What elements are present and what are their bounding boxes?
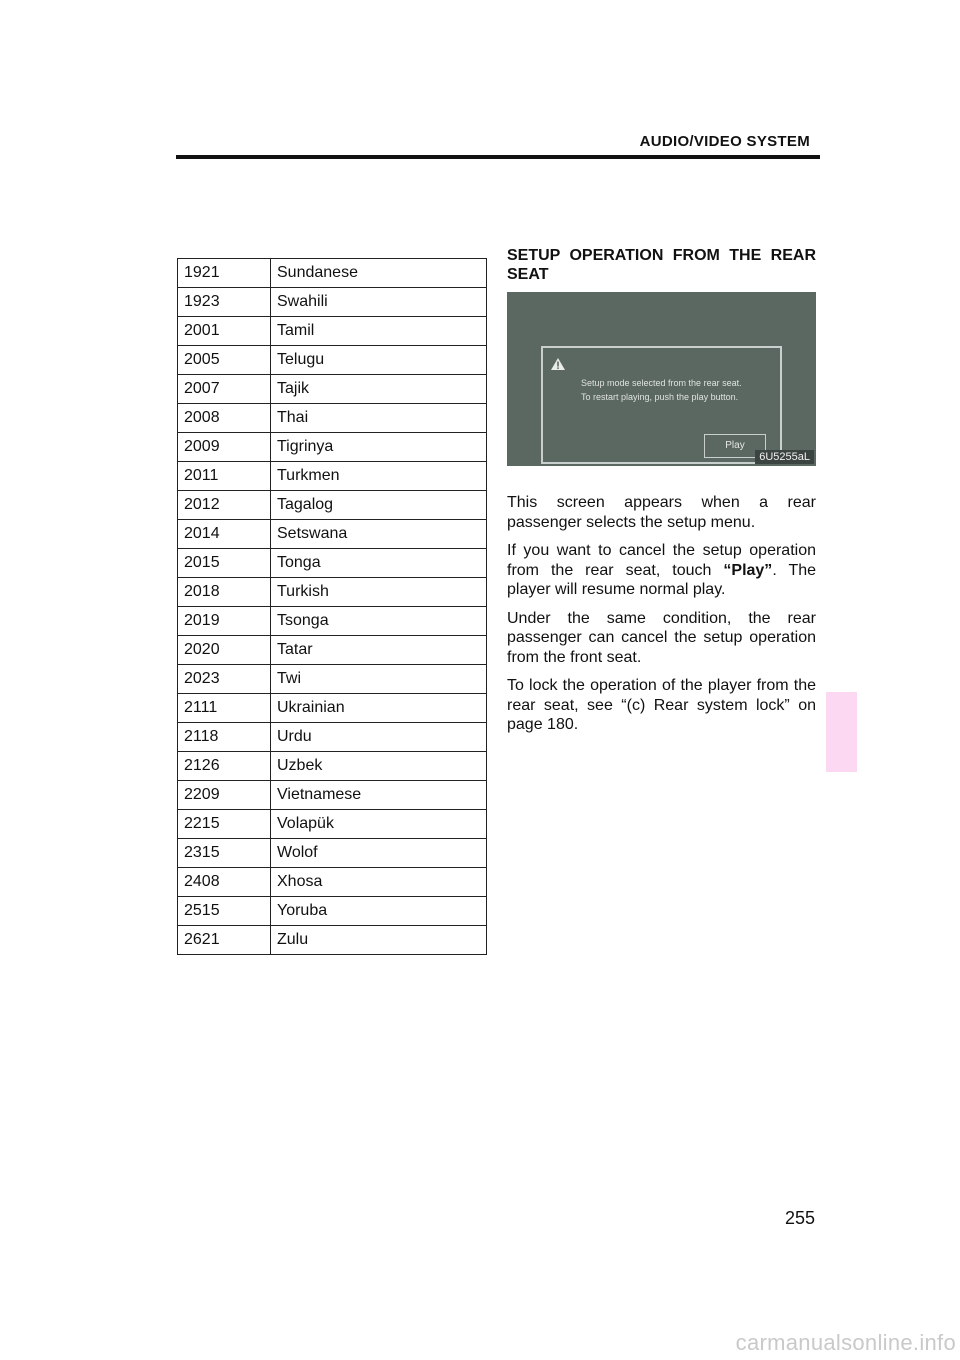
- play-button-reference: “Play”: [723, 561, 773, 579]
- figure-code: 6U5255aL: [755, 450, 814, 464]
- language-code-cell: 2019: [178, 607, 271, 636]
- language-code-cell: 2408: [178, 868, 271, 897]
- language-name-cell: Xhosa: [271, 868, 487, 897]
- table-row: [178, 462, 487, 491]
- language-name-cell: Volapük: [271, 810, 487, 839]
- chapter-thumb-tab: [826, 692, 857, 772]
- language-code-cell: 2020: [178, 636, 271, 665]
- language-code-cell: 2007: [178, 375, 271, 404]
- header-title: AUDIO/VIDEO SYSTEM: [639, 133, 810, 150]
- paragraph-rear-lock: To lock the operation of the player from the rear seat, see “(c) Rear system lock” on page 180.: [507, 677, 816, 733]
- table-row: [178, 520, 487, 549]
- table-row: [178, 578, 487, 607]
- language-code-cell: 2126: [178, 752, 271, 781]
- language-code-cell: 2015: [178, 549, 271, 578]
- language-code-table: [177, 258, 487, 955]
- table-row: [178, 317, 487, 346]
- language-name-cell: Tatar: [271, 636, 487, 665]
- paragraph-cancel-text-1: If you want to cancel the setup operation from the rear seat, touch: [507, 542, 816, 579]
- play-button[interactable]: Play: [704, 434, 766, 458]
- table-row: [178, 723, 487, 752]
- table-row: [178, 636, 487, 665]
- table-row: [178, 433, 487, 462]
- language-code-cell: 2515: [178, 897, 271, 926]
- language-code-cell: 1923: [178, 288, 271, 317]
- language-code-cell: 2014: [178, 520, 271, 549]
- language-code-cell: 2315: [178, 839, 271, 868]
- dialog-message-line-1: Setup mode selected from the rear seat.: [581, 378, 742, 388]
- language-table-body: [178, 259, 487, 955]
- table-row: [178, 607, 487, 636]
- language-name-cell: Uzbek: [271, 752, 487, 781]
- language-name-cell: Swahili: [271, 288, 487, 317]
- language-name-cell: Turkish: [271, 578, 487, 607]
- table-row: [178, 694, 487, 723]
- language-name-cell: Setswana: [271, 520, 487, 549]
- language-code-cell: 2009: [178, 433, 271, 462]
- language-name-cell: Twi: [271, 665, 487, 694]
- language-code-cell: 2005: [178, 346, 271, 375]
- language-name-cell: Ukrainian: [271, 694, 487, 723]
- table-row: [178, 839, 487, 868]
- table-row: [178, 375, 487, 404]
- language-name-cell: Tonga: [271, 549, 487, 578]
- language-code-cell: 2011: [178, 462, 271, 491]
- table-row: [178, 868, 487, 897]
- section-body: [507, 493, 816, 744]
- table-row: [178, 259, 487, 288]
- table-row: [178, 665, 487, 694]
- language-name-cell: Telugu: [271, 346, 487, 375]
- dialog-message-line-2: To restart playing, push the play button.: [581, 392, 739, 402]
- language-name-cell: Tsonga: [271, 607, 487, 636]
- setup-dialog: [541, 346, 782, 464]
- language-name-cell: Tigrinya: [271, 433, 487, 462]
- table-row: [178, 288, 487, 317]
- language-name-cell: Vietnamese: [271, 781, 487, 810]
- language-name-cell: Sundanese: [271, 259, 487, 288]
- table-row: [178, 549, 487, 578]
- language-name-cell: Tajik: [271, 375, 487, 404]
- language-code-cell: 2001: [178, 317, 271, 346]
- table-row: [178, 897, 487, 926]
- table-row: [178, 781, 487, 810]
- language-name-cell: Zulu: [271, 926, 487, 955]
- language-code-cell: 2023: [178, 665, 271, 694]
- language-code-cell: 2209: [178, 781, 271, 810]
- language-code-cell: 2012: [178, 491, 271, 520]
- table-row: [178, 810, 487, 839]
- language-name-cell: Urdu: [271, 723, 487, 752]
- language-name-cell: Tamil: [271, 317, 487, 346]
- language-code-cell: 2111: [178, 694, 271, 723]
- table-row: [178, 752, 487, 781]
- language-name-cell: Turkmen: [271, 462, 487, 491]
- language-name-cell: Wolof: [271, 839, 487, 868]
- page-number: 255: [784, 1208, 815, 1228]
- section-heading: SETUP OPERATION FROM THE REAR SEAT: [507, 247, 816, 283]
- paragraph-front-seat: Under the same condition, the rear passenger can cancel the setup operation from the front seat.: [507, 609, 816, 666]
- language-code-cell: 2008: [178, 404, 271, 433]
- table-row: [178, 346, 487, 375]
- language-code-cell: 2118: [178, 723, 271, 752]
- language-name-cell: Yoruba: [271, 897, 487, 926]
- table-row: [178, 491, 487, 520]
- setup-screen-figure: [507, 292, 816, 466]
- paragraph-cancel-setup: [507, 541, 816, 600]
- table-row: [178, 404, 487, 433]
- table-row: [178, 926, 487, 955]
- paragraph-rear-passenger: This screen appears when a rear passenger selects the setup menu.: [507, 494, 816, 531]
- language-code-cell: 2621: [178, 926, 271, 955]
- warning-triangle-icon: [551, 358, 565, 370]
- language-code-cell: 1921: [178, 259, 271, 288]
- language-name-cell: Tagalog: [271, 491, 487, 520]
- language-name-cell: Thai: [271, 404, 487, 433]
- language-code-cell: 2215: [178, 810, 271, 839]
- header-rule: [176, 155, 820, 159]
- watermark: carmanualsonline.info: [735, 1330, 956, 1355]
- language-code-cell: 2018: [178, 578, 271, 607]
- paragraph-cancel-text-2: . The player will resume normal play.: [507, 561, 817, 598]
